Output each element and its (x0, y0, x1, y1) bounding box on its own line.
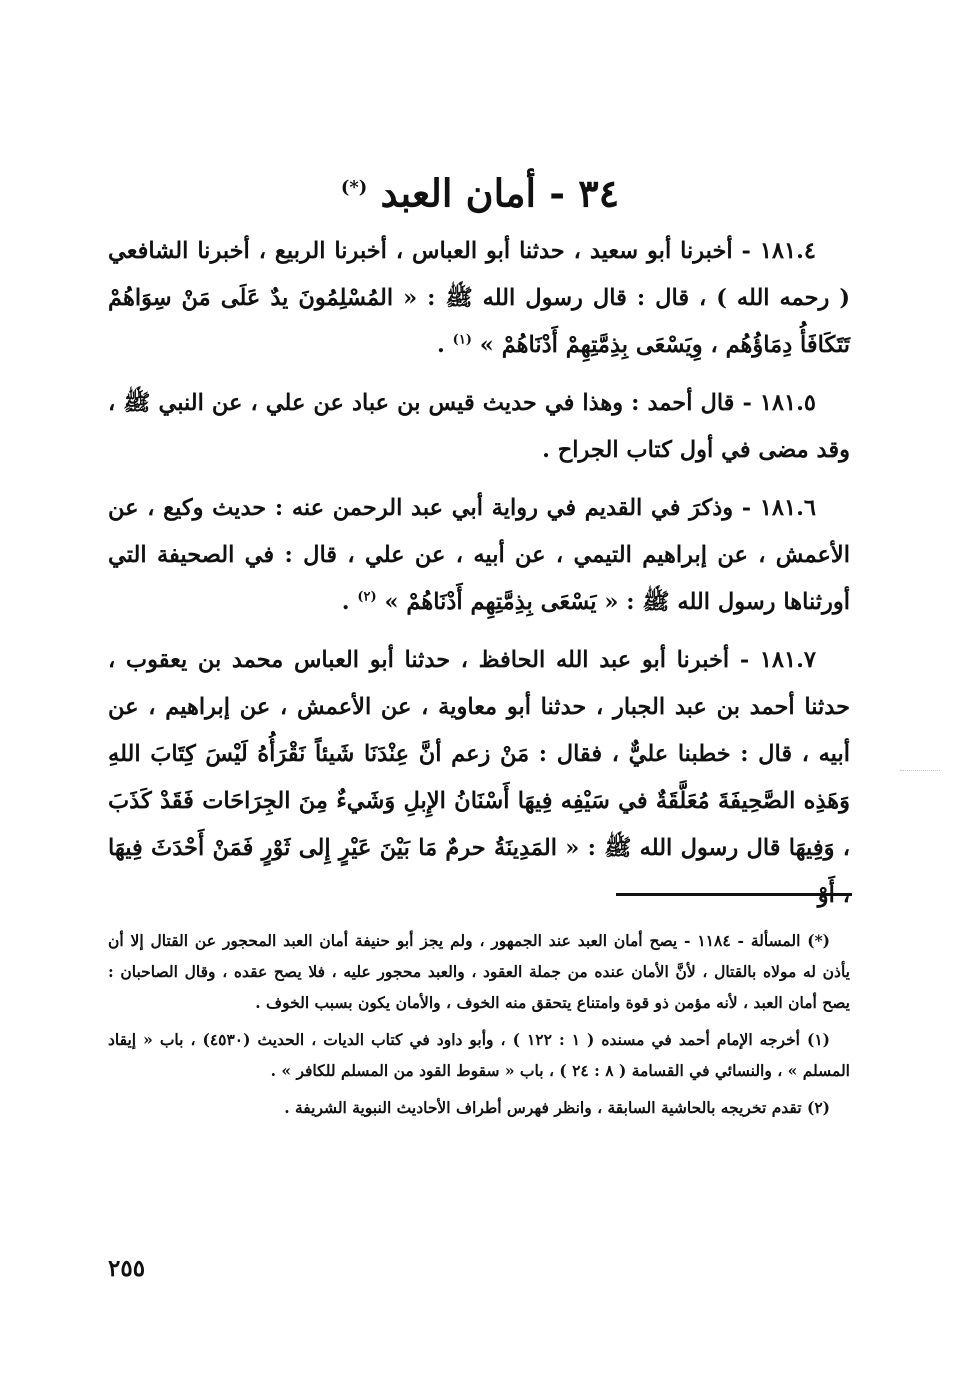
scan-artifact (900, 770, 940, 775)
paragraph-181-7 (108, 637, 850, 919)
paragraph-text: ١٨١.٤ - أخبرنا أبو سعيد ، حدثنا أبو العباس ، أخبرنا الربيع ، أخبرنا الشافعي ( رحمه الله ) ، قال : قال رسول الله ﷺ : « المُسْلِمُونَ يدٌ عَلَى مَنْ سِوَاهُمْ تَتَكَافَأُ دِمَاؤُهُم ، وِيَسْعَى بِذِمَّتِهِمْ أَدْنَاهُمْ » (108, 238, 850, 358)
paragraph-181-6 (108, 485, 850, 626)
footnote-ref-2: (٢) (357, 589, 377, 605)
chapter-footnote-marker: (*) (340, 177, 368, 199)
footnote-ref-1: (١) (452, 332, 472, 348)
footnote-2: (٢) تقدم تخريجه بالحاشية السابقة ، وانظر فهرس أطراف الأحاديث النبوية الشريفة . (284, 1098, 830, 1117)
paragraph-181-5 (108, 380, 850, 474)
paragraph-181-4 (108, 228, 850, 369)
footnotes (108, 925, 850, 1129)
footnote-1: (١) أخرجه الإمام أحمد في مسنده ( ١ : ١٢٢ ) ، وأبو داود في كتاب الديات ، الحديث (٤٥٣٠) ، باب « إيقاد المسلم » ، والنسائي في القسامة ( ٨ : ٢٤ ) ، باب « سقوط القود من المسلم للكافر » . (108, 1030, 850, 1080)
main-text (108, 228, 850, 930)
page-number: ٢٥٥ (108, 1255, 146, 1282)
footnote-divider (616, 893, 852, 896)
footnote-star: (*) المسألة - ١١٨٤ - يصح أمان العبد عند الجمهور ، ولم يجز أبو حنيفة أمان العبد المحجور عن القتال إلا أن يأذن له مولاه بالقتال ، لأنَّ الأمان عنده من جملة العقود ، والعبد محجور عليه ، فلا يصح عقده ، وقال الصاحبان : يصح أمان العبد ، لأنه مؤمن ذو قوة وامتناع يتحقق منه الخوف ، والأمان يكون بسبب الخوف . (108, 931, 850, 1012)
paragraph-end: . (436, 332, 445, 358)
paragraph-text: ١٨١.٥ - قال أحمد : وهذا في حديث قيس بن عباد عن علي ، عن النبي ﷺ ، وقد مضى في أول كتاب الجراح . (108, 390, 850, 463)
paragraph-end: . (341, 589, 350, 615)
chapter-title-text: ٣٤ - أمان العبد (380, 171, 620, 217)
paragraph-text: ١٨١.٧ - أخبرنا أبو عبد الله الحافظ ، حدثنا أبو العباس محمد بن يعقوب ، حدثنا أحمد بن عبد الجبار ، حدثنا أبو معاوية ، عن الأعمش ، عن إبراهيم ، عن أبيه ، قال : خطبنا عليٌّ ، فقال : مَنْ زعم أنَّ عِنْدَنَا شَيئاً نَقْرَأُهُ لَيْسَ كِتَابَ اللهِ وَهَذِه الصَّحِيفَةَ مُعَلَّقَةٌ في سَيْفِه فِيهَا أَسْنَانُ الإِبلِ وَشَيءٌ مِنَ الجِرَاحَات فَقَدْ كَذَبَ ، وَفِيهَا قال رسول الله ﷺ : « المَدِينَةُ حرمٌ مَا بَيْنَ عَيْرٍ إِلى ثَوْرٍ فَمَنْ أَحْدَثَ فِيهَا ، أَوْ (108, 647, 850, 908)
chapter-title (110, 163, 850, 219)
paragraph-text: ١٨١.٦ - وذكرَ في القديم في رواية أبي عبد الرحمن عنه : حديث وكيع ، عن الأعمش ، عن إبراهيم التيمي ، عن أبيه ، عن علي ، قال : في الصحيفة التي أورثناها رسول الله ﷺ : « يَسْعَى بِذِمَّتِهِم أَدْنَاهُمْ » (108, 495, 850, 615)
